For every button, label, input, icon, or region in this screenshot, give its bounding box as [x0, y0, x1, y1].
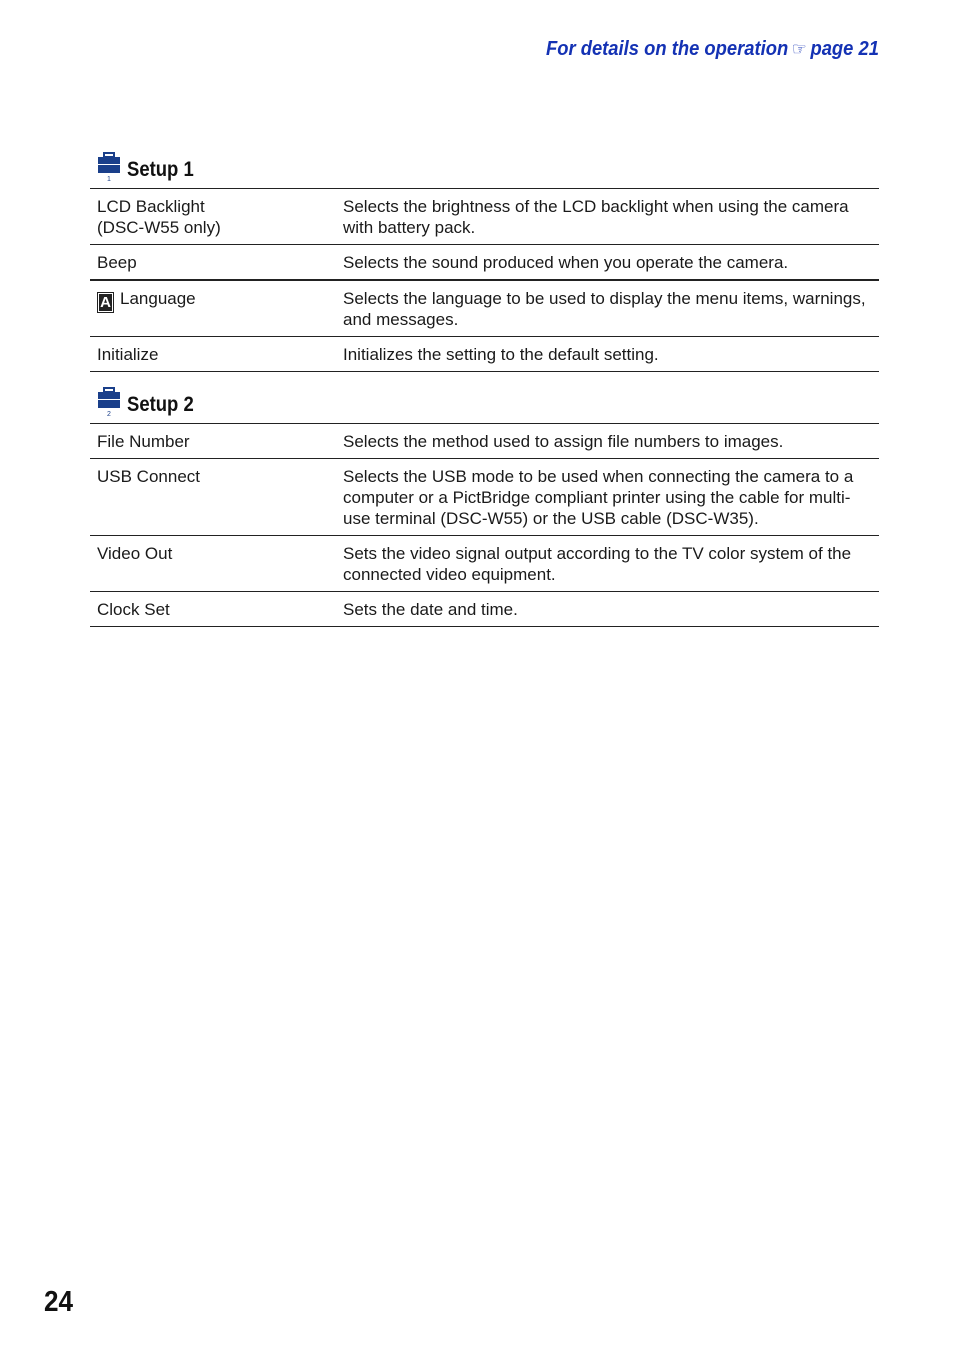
- setting-name: USB Connect: [97, 467, 200, 486]
- pointing-hand-icon: ☞: [791, 39, 807, 59]
- setting-description: Selects the brightness of the LCD backlight when using the camera with battery pack.: [343, 197, 849, 237]
- setting-name: File Number: [97, 432, 190, 451]
- section-title: Setup 1: [127, 158, 194, 181]
- setting-name: Beep: [97, 253, 137, 272]
- table-row: [90, 337, 879, 372]
- setting-name-cell: [90, 288, 343, 330]
- setup-2-section: [90, 387, 879, 627]
- table-row: [90, 189, 879, 245]
- reference-text: For details on the operation: [545, 38, 789, 60]
- language-a-icon: A: [97, 292, 114, 313]
- toolbox-number: 2: [107, 411, 111, 417]
- reference-page: page 21: [810, 38, 879, 60]
- setting-name: Video Out: [97, 544, 173, 563]
- toolbox-1-icon: [97, 152, 121, 182]
- setup-1-heading: [90, 152, 879, 189]
- setting-name: Initialize: [97, 345, 159, 364]
- setting-description: Selects the language to be used to display the menu items, warnings, and messages.: [343, 289, 866, 329]
- setting-description: Selects the method used to assign file numbers to images.: [343, 432, 784, 451]
- setting-description: Initializes the setting to the default setting.: [343, 345, 659, 364]
- setting-name: Language: [120, 289, 196, 308]
- setup-1-section: [90, 152, 879, 372]
- table-row: [90, 424, 879, 459]
- table-row: [90, 592, 879, 627]
- operation-reference-link[interactable]: [546, 38, 879, 61]
- setting-name: Clock Set: [97, 600, 170, 619]
- table-row: [90, 536, 879, 592]
- toolbox-2-icon: [97, 387, 121, 417]
- setting-description: Selects the sound produced when you operate the camera.: [343, 253, 789, 272]
- setting-description: Sets the date and time.: [343, 600, 518, 619]
- table-row: [90, 281, 879, 337]
- table-row: [90, 245, 879, 281]
- page-number: 24: [44, 1286, 74, 1318]
- setting-name: LCD Backlight (DSC-W55 only): [97, 197, 221, 237]
- toolbox-number: 1: [107, 176, 111, 182]
- setting-description: Sets the video signal output according to the TV color system of the connected video equipment.: [343, 544, 852, 584]
- section-title: Setup 2: [127, 393, 194, 416]
- setting-description: Selects the USB mode to be used when connecting the camera to a computer or a PictBridge compliant printer using the cable for multi-use terminal (DSC-W55) or the USB cable (DSC-W35).: [343, 467, 854, 528]
- table-row: [90, 459, 879, 536]
- setup-2-heading: [90, 387, 879, 424]
